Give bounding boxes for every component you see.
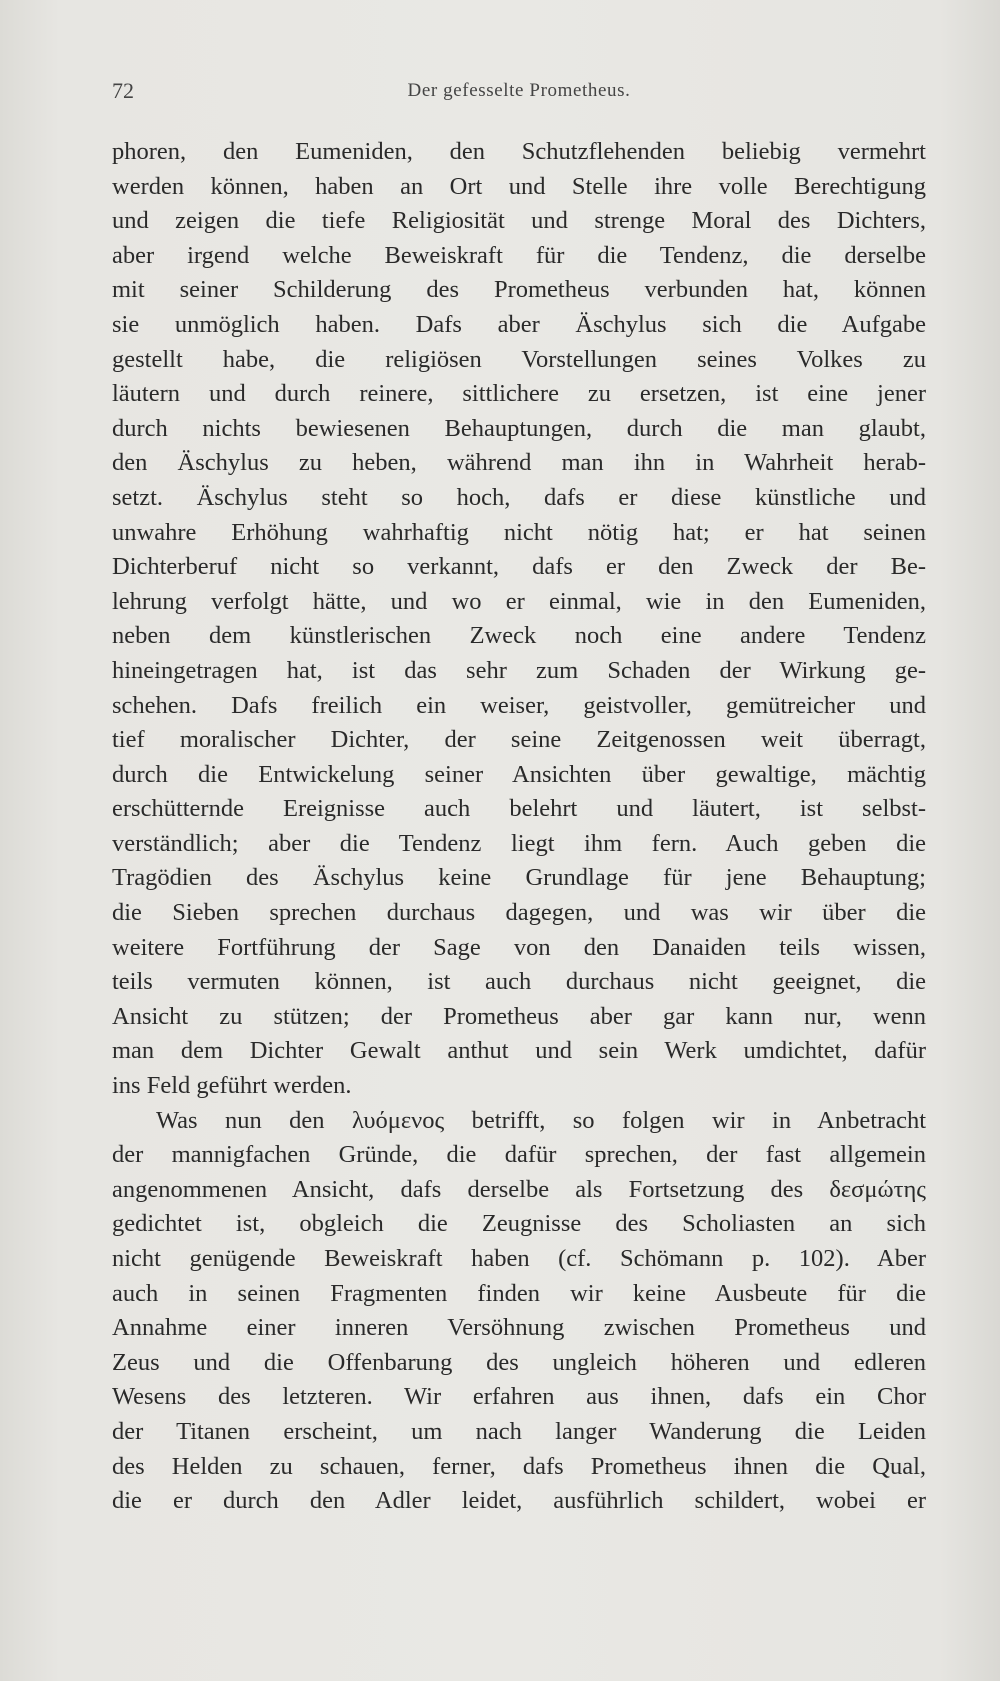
text-line: gedichtet ist, obgleich die Zeugnisse des Scholiasten an sich <box>112 1210 926 1238</box>
text-line: weitere Fortführung der Sage von den Danaiden teils wissen, <box>112 933 926 961</box>
text-line: die Sieben sprechen durchaus dagegen, und was wir über die <box>112 899 926 927</box>
running-title: Der gefesselte Prometheus. <box>407 80 631 101</box>
page-header <box>112 78 926 108</box>
text-line: gestellt habe, die religiösen Vorstellungen seines Volkes zu <box>112 345 926 373</box>
text-line: nicht genügende Beweiskraft haben (cf. Schömann p. 102). Aber <box>112 1245 926 1272</box>
text-line: neben dem künstlerischen Zweck noch eine andere Tendenz <box>112 622 926 650</box>
text-line: verständlich; aber die Tendenz liegt ihm fern. Auch geben die <box>112 829 926 857</box>
page-number: 72 <box>112 78 134 103</box>
text-line: unwahre Erhöhung wahrhaftig nicht nötig hat; er hat seinen <box>112 518 926 546</box>
text-line: die er durch den Adler leidet, ausführlich schildert, wobei er <box>112 1487 926 1515</box>
paragraph-end-line: ins Feld geführt werden. <box>112 1072 352 1100</box>
text-line: Tragödien des Äschylus keine Grundlage für jene Behauptung; <box>112 864 926 892</box>
text-line: tief moralischer Dichter, der seine Zeitgenossen weit überragt, <box>112 726 926 754</box>
text-line: durch die Entwickelung seiner Ansichten über gewaltige, mächtig <box>112 760 926 788</box>
text-line: werden können, haben an Ort und Stelle ihre volle Berechtigung <box>112 172 926 200</box>
text-line: Wesens des letzteren. Wir erfahren aus ihnen, dafs ein Chor <box>112 1383 926 1411</box>
text-line: Dichterberuf nicht so verkannt, dafs er den Zweck der Be- <box>112 553 926 581</box>
text-line: man dem Dichter Gewalt anthut und sein Werk umdichtet, dafür <box>112 1037 926 1065</box>
text-line: setzt. Äschylus steht so hoch, dafs er diese künstliche und <box>112 483 926 511</box>
text-line: des Helden zu schauen, ferner, dafs Prometheus ihnen die Qual, <box>112 1452 926 1480</box>
text-line: angenommenen Ansicht, dafs derselbe als Fortsetzung des δεσμώτης <box>112 1175 926 1203</box>
text-line: mit seiner Schilderung des Prometheus verbunden hat, können <box>112 276 926 304</box>
text-line: Zeus und die Offenbarung des ungleich höheren und edleren <box>112 1348 926 1376</box>
text-line: hineingetragen hat, ist das sehr zum Schaden der Wirkung ge- <box>112 656 926 684</box>
body-text <box>112 135 926 1519</box>
text-line: auch in seinen Fragmenten finden wir keine Ausbeute für die <box>112 1279 926 1307</box>
text-line: erschütternde Ereignisse auch belehrt und läutert, ist selbst- <box>112 795 926 823</box>
text-line: und zeigen die tiefe Religiosität und strenge Moral des Dichters, <box>112 207 926 235</box>
text-line: der mannigfachen Gründe, die dafür sprechen, der fast allgemein <box>112 1141 926 1169</box>
text-line: phoren, den Eumeniden, den Schutzflehenden beliebig vermehrt <box>112 138 926 165</box>
text-line: sie unmöglich haben. Dafs aber Äschylus sich die Aufgabe <box>112 310 926 338</box>
text-line: Ansicht zu stützen; der Prometheus aber gar kann nur, wenn <box>112 1002 926 1030</box>
text-line: den Äschylus zu heben, während man ihn in Wahrheit herab- <box>112 449 926 477</box>
text-line: schehen. Dafs freilich ein weiser, geistvoller, gemütreicher und <box>112 691 926 719</box>
text-line: teils vermuten können, ist auch durchaus nicht geeignet, die <box>112 968 926 996</box>
text-line: der Titanen erscheint, um nach langer Wanderung die Leiden <box>112 1417 926 1445</box>
text-line: läutern und durch reinere, sittlichere zu ersetzen, ist eine jener <box>112 380 926 408</box>
text-line: Annahme einer inneren Versöhnung zwischen Prometheus und <box>112 1314 926 1342</box>
text-line: aber irgend welche Beweiskraft für die Tendenz, die derselbe <box>112 241 926 269</box>
text-line: durch nichts bewiesenen Behauptungen, durch die man glaubt, <box>112 414 926 442</box>
paragraph-start-line: Was nun den λυόμενος betrifft, so folgen wir in Anbetracht <box>156 1106 926 1134</box>
text-line: lehrung verfolgt hätte, und wo er einmal, wie in den Eumeniden, <box>112 587 926 615</box>
